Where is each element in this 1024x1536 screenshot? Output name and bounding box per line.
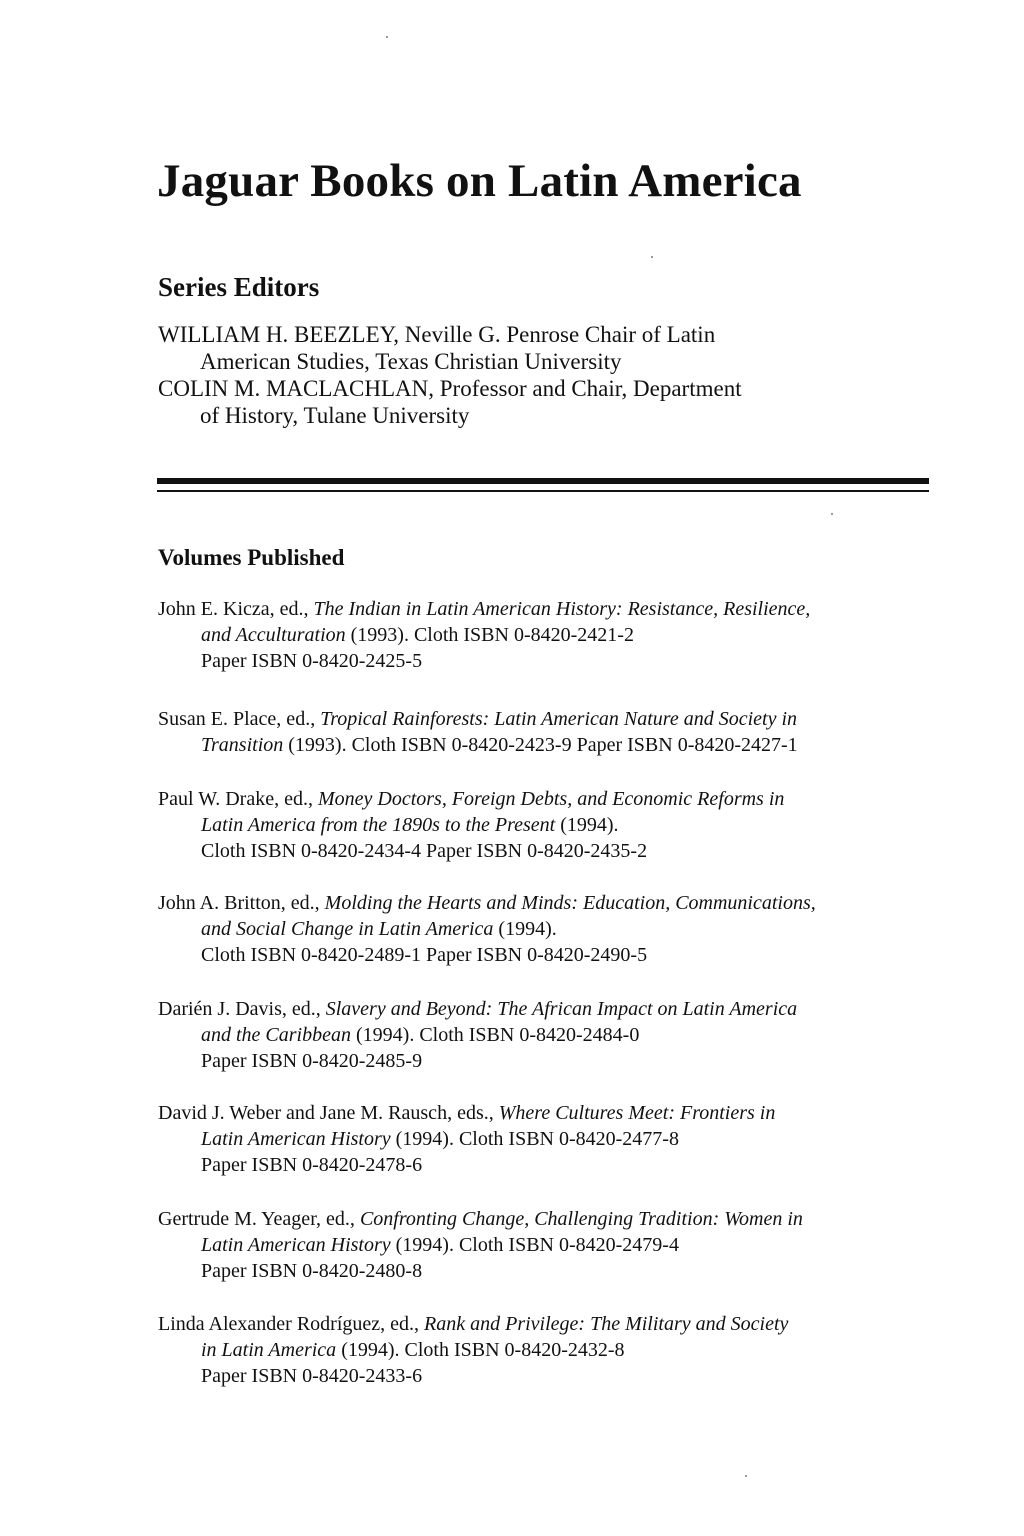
volume-publication-details: (1993). Cloth ISBN 0-8420-2423-9 Paper ISBN 0-8420-2427-1 [283, 734, 798, 756]
volume-editor: David J. Weber and Jane M. Rausch, eds., [158, 1102, 499, 1124]
section-divider [157, 478, 929, 495]
volume-editor: Linda Alexander Rodríguez, ed., [158, 1313, 425, 1335]
series-editor-entry [158, 321, 918, 375]
volume-title-continued: and Acculturation [201, 624, 346, 646]
volume-editor: Darién J. Davis, ed., [158, 998, 326, 1020]
volume-isbn-line: Paper ISBN 0-8420-2480-8 [201, 1260, 423, 1282]
volume-entry [158, 596, 928, 674]
scan-speck [386, 36, 388, 38]
volume-editor: John A. Britton, ed., [158, 892, 325, 914]
volume-title-continued: Latin American History [201, 1128, 391, 1150]
volume-entry [158, 1100, 928, 1178]
volume-isbn-line: Paper ISBN 0-8420-2425-5 [201, 650, 423, 672]
volume-title: The Indian in Latin American History: Resistance, Resilience, [313, 598, 811, 620]
series-editor-line-2: American Studies, Texas Christian University [200, 349, 622, 374]
volume-editor: Paul W. Drake, ed., [158, 788, 318, 810]
volume-title-continued: and Social Change in Latin America [201, 918, 494, 940]
scan-speck [745, 1475, 747, 1477]
volume-title-continued: Transition [201, 734, 284, 756]
scan-speck [651, 256, 653, 258]
volume-isbn-line: Paper ISBN 0-8420-2485-9 [201, 1050, 423, 1072]
series-editors-list [158, 321, 918, 429]
volume-title: Where Cultures Meet: Frontiers in [498, 1102, 776, 1124]
volume-editor: John E. Kicza, ed., [158, 598, 314, 620]
volume-title-continued: Latin American History [201, 1234, 391, 1256]
volume-title-continued: and the Caribbean [201, 1024, 351, 1046]
volumes-published-heading: Volumes Published [158, 545, 345, 570]
volume-publication-details: (1994). [555, 814, 619, 836]
volume-entry [158, 890, 928, 968]
volume-publication-details: (1994). Cloth ISBN 0-8420-2479-4 [390, 1234, 679, 1256]
volume-editor: Gertrude M. Yeager, ed., [158, 1208, 360, 1230]
divider-thick-rule [157, 478, 929, 484]
volume-entry [158, 1311, 928, 1389]
volume-title-continued: in Latin America [201, 1339, 337, 1361]
volume-isbn-line: Paper ISBN 0-8420-2433-6 [201, 1365, 423, 1387]
series-editor-line-1: WILLIAM H. BEEZLEY, Neville G. Penrose Chair of Latin [158, 322, 716, 347]
series-editor-line-2: of History, Tulane University [200, 403, 470, 428]
volume-isbn-line: Paper ISBN 0-8420-2478-6 [201, 1154, 423, 1176]
volume-editor: Susan E. Place, ed., [158, 708, 321, 730]
divider-thin-rule [157, 490, 929, 492]
volume-publication-details: (1994). Cloth ISBN 0-8420-2432-8 [336, 1339, 625, 1361]
series-editor-line-1: COLIN M. MACLACHLAN, Professor and Chair, Department [158, 376, 742, 401]
volume-publication-details: (1994). [493, 918, 557, 940]
volume-isbn-line: Cloth ISBN 0-8420-2489-1 Paper ISBN 0-8420-2490-5 [201, 944, 648, 966]
volume-publication-details: (1993). Cloth ISBN 0-8420-2421-2 [345, 624, 634, 646]
volume-entry [158, 706, 928, 758]
volume-publication-details: (1994). Cloth ISBN 0-8420-2484-0 [351, 1024, 640, 1046]
volume-title: Confronting Change, Challenging Tradition: Women in [359, 1208, 803, 1230]
volume-title: Slavery and Beyond: The African Impact on Latin America [325, 998, 798, 1020]
volume-title: Molding the Hearts and Minds: Education, Communications, [324, 892, 816, 914]
volume-title: Money Doctors, Foreign Debts, and Economic Reforms in [317, 788, 785, 810]
volume-title-continued: Latin America from the 1890s to the Present [201, 814, 556, 836]
volume-publication-details: (1994). Cloth ISBN 0-8420-2477-8 [390, 1128, 679, 1150]
volume-title: Rank and Privilege: The Military and Society [424, 1313, 789, 1335]
volume-title: Tropical Rainforests: Latin American Nature and Society in [320, 708, 798, 730]
volume-entry [158, 786, 928, 864]
volume-isbn-line: Cloth ISBN 0-8420-2434-4 Paper ISBN 0-8420-2435-2 [201, 840, 648, 862]
scan-speck [831, 513, 833, 515]
series-editors-heading: Series Editors [158, 272, 320, 302]
series-editor-entry [158, 375, 918, 429]
series-title: Jaguar Books on Latin America [157, 155, 802, 207]
volume-entry [158, 1206, 928, 1284]
volume-entry [158, 996, 928, 1074]
